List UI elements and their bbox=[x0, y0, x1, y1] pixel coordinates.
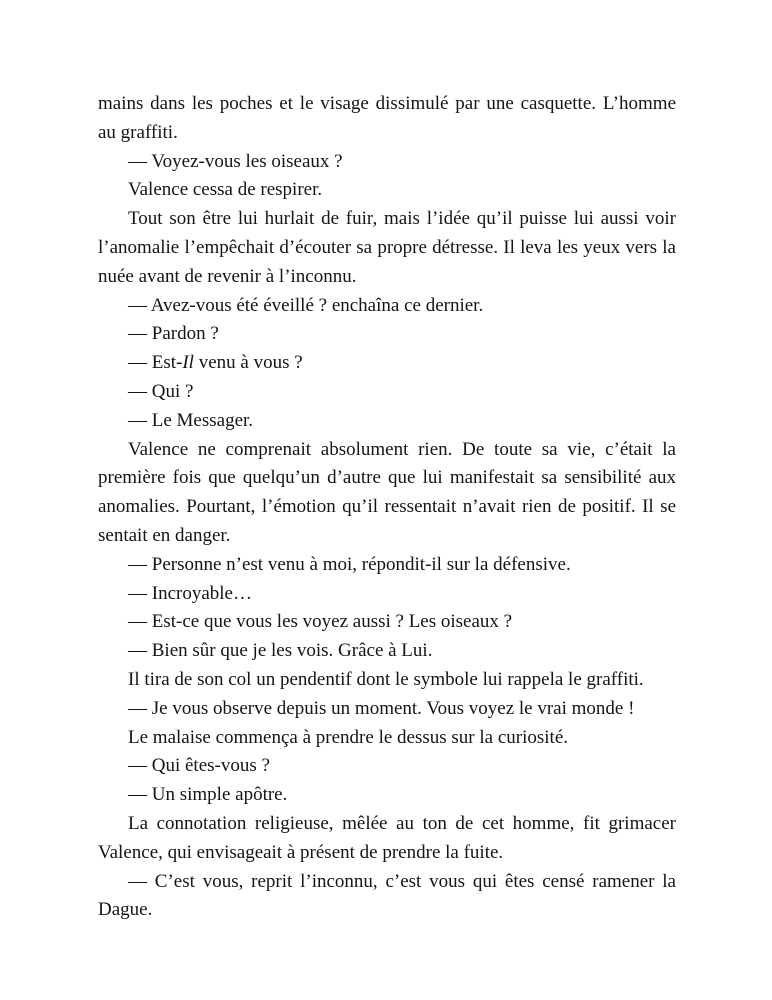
paragraph-7-after: venu à vous ? bbox=[193, 352, 303, 374]
paragraph-1: mains dans les poches et le visage dissimulé par une casquette. L’homme au graffiti. bbox=[98, 93, 676, 143]
paragraph-3: Valence cessa de respirer. bbox=[128, 179, 323, 201]
paragraph-15: Il tira de son col un pendentif dont le symbole lui rappela le graffiti. bbox=[128, 668, 644, 690]
paragraph-11: — Personne n’est venu à moi, répondit-il sur la défensive. bbox=[128, 553, 571, 575]
paragraph-18: — Qui êtes-vous ? bbox=[128, 755, 270, 777]
paragraph-7 bbox=[98, 349, 676, 378]
paragraph-21: — C’est vous, reprit l’inconnu, c’est vous qui êtes censé ramener la Dague. bbox=[98, 870, 676, 921]
paragraph-17: Le malaise commença à prendre le dessus sur la curiosité. bbox=[128, 726, 568, 748]
paragraph-12: — Incroyable… bbox=[128, 582, 252, 604]
page-text bbox=[98, 90, 676, 925]
paragraph-20: La connotation religieuse, mêlée au ton de cet homme, fit grimacer Valence, qui envisageait à présent de prendre la fuite. bbox=[98, 812, 676, 863]
paragraph-9: — Le Messager. bbox=[128, 409, 254, 431]
paragraph-2: — Voyez-vous les oiseaux ? bbox=[128, 150, 343, 172]
paragraph-19: — Un simple apôtre. bbox=[128, 784, 288, 806]
paragraph-14: — Bien sûr que je les vois. Grâce à Lui. bbox=[128, 640, 433, 662]
paragraph-4: Tout son être lui hurlait de fuir, mais l’idée qu’il puisse lui aussi voir l’anomalie l’empêchait d’écouter sa propre détresse. Il leva les yeux vers la nuée avant de revenir à l’inconnu. bbox=[98, 208, 676, 287]
paragraph-7-italic: Il bbox=[182, 352, 194, 374]
paragraph-13: — Est-ce que vous les voyez aussi ? Les oiseaux ? bbox=[128, 611, 513, 633]
paragraph-7-before: — Est- bbox=[128, 352, 183, 374]
paragraph-10: Valence ne comprenait absolument rien. De toute sa vie, c’était la première fois que quelqu’un d’autre que lui manifestait sa sensibilité aux anomalies. Pourtant, l’émotion qu’il ressentait n’avait rien de positif. Il se sentait en danger. bbox=[98, 438, 676, 546]
paragraph-16: — Je vous observe depuis un moment. Vous voyez le vrai monde ! bbox=[128, 697, 635, 719]
paragraph-6: — Pardon ? bbox=[128, 323, 219, 345]
paragraph-8: — Qui ? bbox=[128, 380, 194, 402]
paragraph-5: — Avez-vous été éveillé ? enchaîna ce dernier. bbox=[128, 294, 484, 316]
